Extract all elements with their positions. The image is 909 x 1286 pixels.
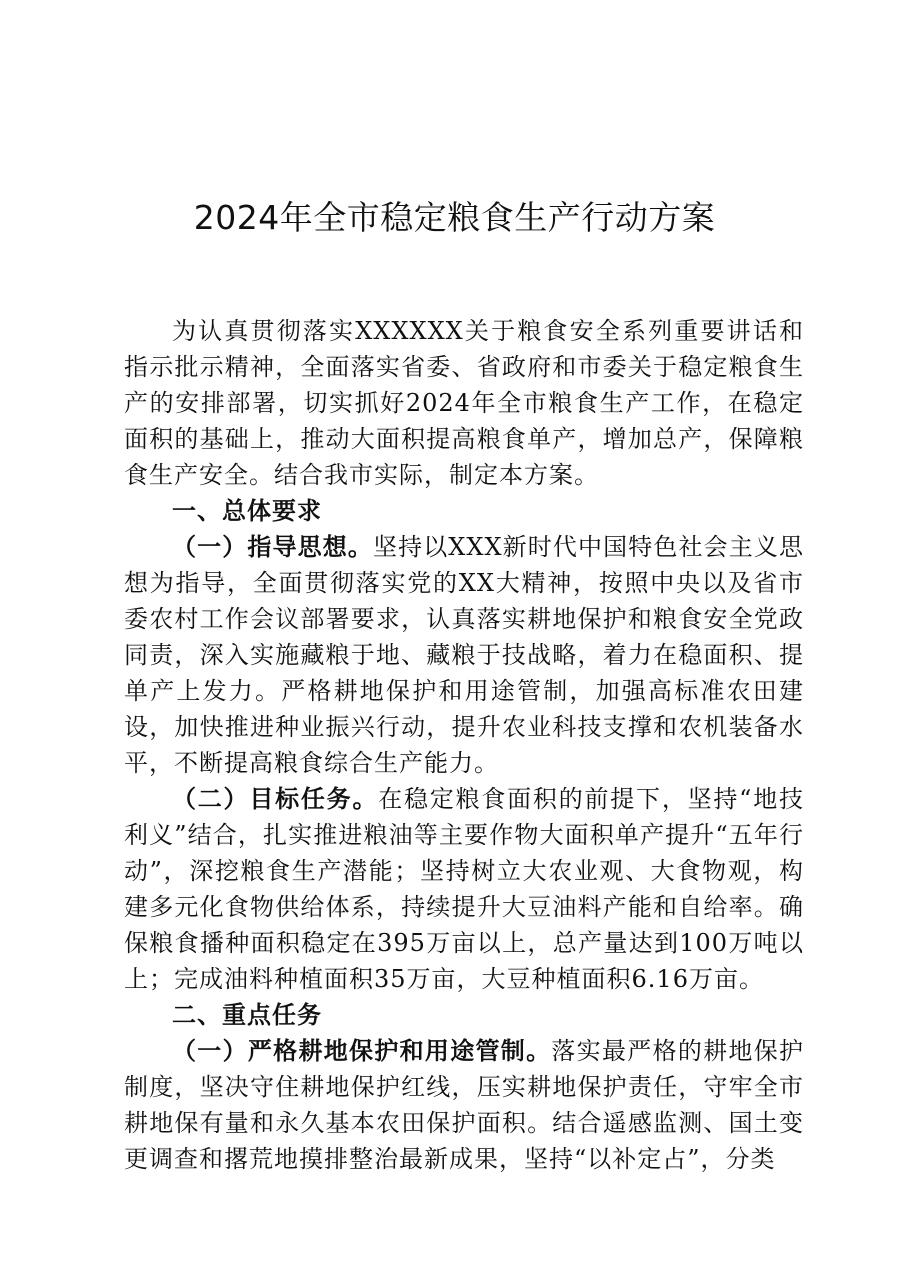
paragraph-goals-tasks	[124, 781, 804, 997]
section-heading-overall-requirements: 一、总体要求	[172, 497, 322, 525]
document-title: 2024年全市稳定粮食生产行动方案	[193, 198, 716, 237]
paragraph-body: 在稳定粮食面积的前提下，坚持“地技利义”结合，扎实推进粮油等主要作物大面积单产提升“五年行动”，深挖粮食生产潜能；坚持树立大农业观、大食物观，构建多元化食物供给体系，持续提升大豆油料产能和自给率。确保粮食播种面积稳定在395万亩以上，总产量达到100万吨以上；完成油料种植面积35万亩，大豆种植面积6.16万亩。	[124, 785, 804, 993]
paragraph-farmland-protection	[124, 1033, 804, 1177]
paragraph-body: 坚持以XXX新时代中国特色社会主义思想为指导，全面贯彻落实党的XX大精神，按照中央以及省市委农村工作会议部署要求，认真落实耕地保护和粮食安全党政同责，深入实施藏粮于地、藏粮于技战略，着力在稳面积、提单产上发力。严格耕地保护和用途管制，加强高标准农田建设，加快推进种业振兴行动，提升农业科技支撑和农机装备水平，不断提高粮食综合生产能力。	[124, 533, 804, 777]
paragraph-lead: （一）指导思想。	[172, 533, 373, 561]
paragraph-lead: （一）严格耕地保护和用途管制。	[172, 1037, 552, 1065]
paragraph-lead: （二）目标任务。	[172, 785, 379, 813]
intro-paragraph: 为认真贯彻落实XXXXXX关于粮食安全系列重要讲话和指示批示精神，全面落实省委、省政府和市委关于稳定粮食生产的安排部署，切实抓好2024年全市粮食生产工作，在稳定面积的基础上，推动大面积提高粮食单产，增加总产，保障粮食生产安全。结合我市实际，制定本方案。	[124, 317, 804, 489]
document-body	[124, 313, 804, 1177]
section-heading-key-tasks: 二、重点任务	[172, 1001, 322, 1029]
paragraph-guiding-ideology	[124, 529, 804, 781]
paragraph-body: 落实最严格的耕地保护制度，坚决守住耕地保护红线，压实耕地保护责任，守牢全市耕地保有量和永久基本农田保护面积。结合遥感监测、国土变更调查和撂荒地摸排整治最新成果，坚持“以补定占”，分类	[124, 1037, 804, 1173]
